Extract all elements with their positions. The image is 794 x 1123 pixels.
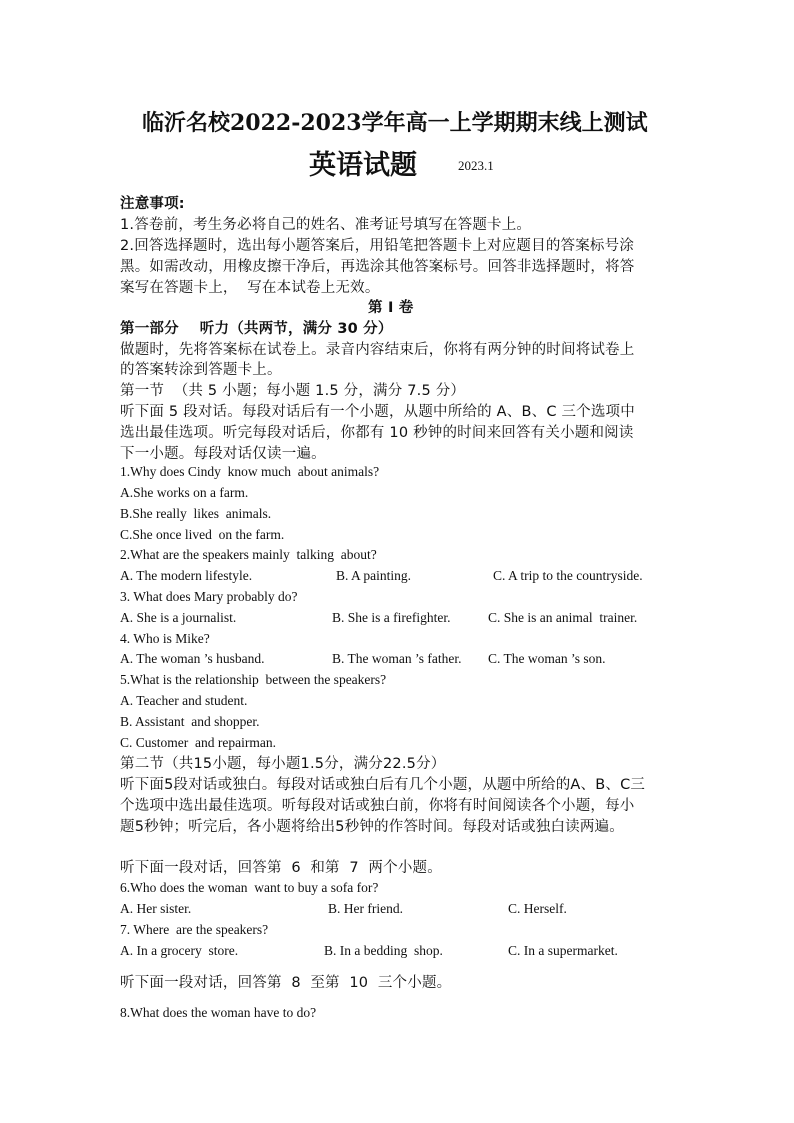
q1-option-c: C.She once lived on the farm. — [120, 527, 285, 542]
dialogue-6-7-instruction: 听下面一段对话，回答第 6 和第 7 两个小题。 — [120, 860, 442, 876]
q5-option-a: A. Teacher and student. — [120, 693, 248, 708]
q3-option-b: B. She is a firefighter. — [332, 610, 451, 625]
q5-option-b: B. Assistant and shopper. — [120, 714, 260, 729]
volume-title: 第 I 卷 — [368, 300, 414, 316]
q4-stem: 4. Who is Mike? — [120, 631, 210, 646]
part1-intro-2: 的答案转涂到答题卡上。 — [120, 362, 282, 378]
q3-stem: 3. What does Mary probably do? — [120, 589, 298, 604]
q4-option-b: B. The woman ’s father. — [332, 651, 462, 666]
q1-option-b: B.She really likes animals. — [120, 506, 272, 521]
q6-option-c: C. Herself. — [508, 901, 567, 916]
subject-title: 英语试题 — [309, 150, 417, 181]
part1-intro-1: 做题时，先将答案标在试卷上。录音内容结束后，你将有两分钟的时间将试卷上 — [120, 342, 635, 358]
q6-option-a: A. Her sister. — [120, 901, 192, 916]
q1-stem: 1.Why does Cindy know much about animals? — [120, 464, 380, 479]
notice-heading: 注意事项: — [120, 196, 185, 212]
q6-stem: 6.Who does the woman want to buy a sofa for? — [120, 880, 379, 895]
section1-heading: 第一节 （共 5 小题；每小题 1.5 分，满分 7.5 分） — [120, 383, 466, 399]
q2-option-c: C. A trip to the countryside. — [493, 568, 643, 583]
q2-stem: 2.What are the speakers mainly talking about? — [120, 547, 377, 562]
notice-line-2c: 案写在答题卡上， 写在本试卷上无效。 — [120, 280, 380, 296]
q8-stem: 8.What does the woman have to do? — [120, 1005, 317, 1020]
q2-option-a: A. The modern lifestyle. — [120, 568, 253, 583]
q7-stem: 7. Where are the speakers? — [120, 922, 269, 937]
q2-option-b: B. A painting. — [336, 568, 412, 583]
q1-option-a: A.She works on a farm. — [120, 485, 249, 500]
section1-intro-1: 听下面 5 段对话。每段对话后有一个小题，从题中所给的 A、B、C 三个选项中 — [120, 404, 635, 420]
notice-line-2a: 2.回答选择题时，选出每小题答案后，用铅笔把答题卡上对应题目的答案标号涂 — [120, 238, 635, 254]
q3-option-c: C. She is an animal trainer. — [488, 610, 638, 625]
part1-heading: 第一部分 听力（共两节，满分 30 分） — [120, 321, 393, 337]
q4-option-c: C. The woman ’s son. — [488, 651, 606, 666]
q7-option-c: C. In a supermarket. — [508, 943, 618, 958]
q4-option-a: A. The woman ’s husband. — [120, 651, 265, 666]
q7-option-a: A. In a grocery store. — [120, 943, 239, 958]
q6-option-b: B. Her friend. — [328, 901, 403, 916]
exam-title: 临沂名校2022-2023学年高一上学期期末线上测试 — [142, 110, 648, 136]
section2-heading: 第二节（共15小题，每小题1.5分，满分22.5分） — [120, 756, 446, 772]
q3-option-a: A. She is a journalist. — [120, 610, 237, 625]
notice-line-2b: 黑。如需改动，用橡皮擦干净后，再选涂其他答案标号。回答非选择题时，将答 — [120, 259, 635, 275]
notice-line-1: 1.答卷前，考生务必将自己的姓名、准考证号填写在答题卡上。 — [120, 217, 532, 233]
dialogue-8-10-instruction: 听下面一段对话，回答第 8 至第 10 三个小题。 — [120, 975, 452, 991]
section1-intro-3: 下一小题。每段对话仅读一遍。 — [120, 446, 326, 462]
section2-intro-2: 个选项中选出最佳选项。听每段对话或独白前，你将有时间阅读各个小题，每小 — [120, 798, 635, 814]
section2-intro-3: 题5秒钟；听完后，各小题将给出5秒钟的作答时间。每段对话或独白读两遍。 — [120, 819, 624, 835]
q5-option-c: C. Customer and repairman. — [120, 735, 276, 750]
section1-intro-2: 选出最佳选项。听完每段对话后，你都有 10 秒钟的时间来回答有关小题和阅读 — [120, 425, 634, 441]
q7-option-b: B. In a bedding shop. — [324, 943, 443, 958]
q5-stem: 5.What is the relationship between the speakers? — [120, 672, 387, 687]
exam-date: 2023.1 — [458, 158, 494, 173]
section2-intro-1: 听下面5段对话或独白。每段对话或独白后有几个小题，从题中所给的A、B、C三 — [120, 777, 646, 793]
